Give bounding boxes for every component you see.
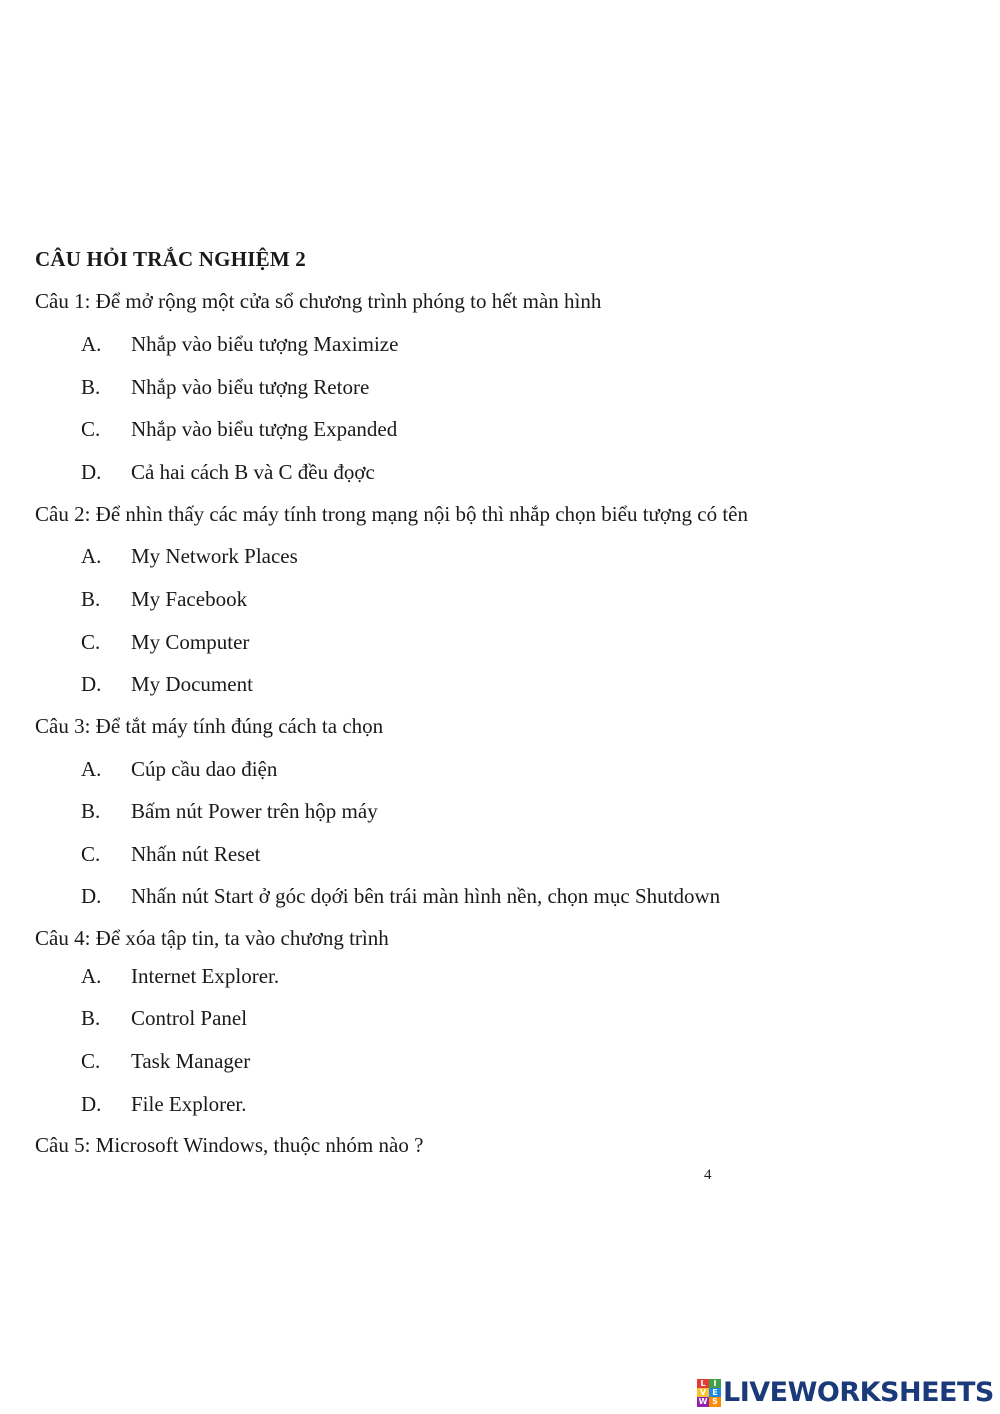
option-1b [81,375,369,400]
option-text: Nhấn nút Start ở góc dọới bên trái màn hình nền, chọn mục Shutdown [131,884,721,908]
option-2b [81,587,247,612]
option-letter: D. [81,672,102,696]
option-text: My Document [131,672,253,696]
option-1d [81,460,375,485]
option-4d [81,1092,246,1117]
option-text: Nhấn nút Reset [131,842,261,866]
option-text: Cả hai cách B và C đều đọợc [131,460,375,484]
option-letter: A. [81,544,102,568]
option-letter: B. [81,799,101,823]
option-4c [81,1049,250,1074]
option-letter: C. [81,630,101,654]
option-4b [81,1006,247,1031]
option-2a [81,544,298,569]
option-text: File Explorer. [131,1092,247,1116]
page-title: CÂU HỎI TRẮC NGHIỆM 2 [35,247,306,271]
option-letter: B. [81,587,101,611]
question-1: Câu 1: Để mở rộng một cửa sổ chương trình phóng to hết màn hình [35,289,602,313]
option-letter: C. [81,842,101,866]
option-letter: D. [81,460,102,484]
option-2d [81,672,253,697]
option-letter: B. [81,1006,101,1030]
option-text: Nhắp vào biểu tượng Maximize [131,332,399,356]
option-2c [81,630,249,655]
option-letter: A. [81,757,102,781]
option-letter: B. [81,375,101,399]
logo-mark-letter: W [698,1396,708,1406]
option-text: Nhắp vào biểu tượng Expanded [131,417,398,441]
option-text: Internet Explorer. [131,964,280,988]
option-3c [81,842,260,867]
option-letter: A. [81,332,102,356]
question-2: Câu 2: Để nhìn thấy các máy tính trong mạng nội bộ thì nhắp chọn biểu tượng có tên [35,502,749,526]
liveworksheets-logo [697,1377,994,1408]
logo-mark-letter: I [709,1379,721,1388]
option-letter: D. [81,884,102,908]
logo-mark-icon [697,1379,721,1407]
option-text: Cúp cầu dao điện [131,757,278,781]
logo-mark-letter: E [709,1388,721,1397]
option-1a [81,332,398,357]
question-4: Câu 4: Để xóa tập tin, ta vào chương trình [35,926,389,950]
logo-text: LIVEWORKSHEETS [723,1377,994,1408]
option-3d [81,884,720,909]
option-text: My Network Places [131,544,298,568]
option-text: My Computer [131,630,250,654]
option-text: Control Panel [131,1006,248,1030]
option-letter: D. [81,1092,102,1116]
option-text: Nhắp vào biểu tượng Retore [131,375,370,399]
option-3b [81,799,378,824]
option-letter: A. [81,964,102,988]
question-3: Câu 3: Để tắt máy tính đúng cách ta chọn [35,714,384,738]
option-text: Task Manager [131,1049,251,1073]
option-letter: C. [81,417,101,441]
page-number: 4 [704,1167,712,1183]
option-letter: C. [81,1049,101,1073]
option-1c [81,417,397,442]
logo-mark-letter: S [709,1397,721,1407]
option-4a [81,964,279,989]
option-text: My Facebook [131,587,248,611]
logo-mark-letter: L [697,1379,709,1388]
question-5: Câu 5: Microsoft Windows, thuộc nhóm nào ? [35,1133,424,1157]
option-text: Bấm nút Power trên hộp máy [131,799,378,823]
logo-mark-letter: V [697,1388,709,1397]
option-3a [81,757,277,782]
